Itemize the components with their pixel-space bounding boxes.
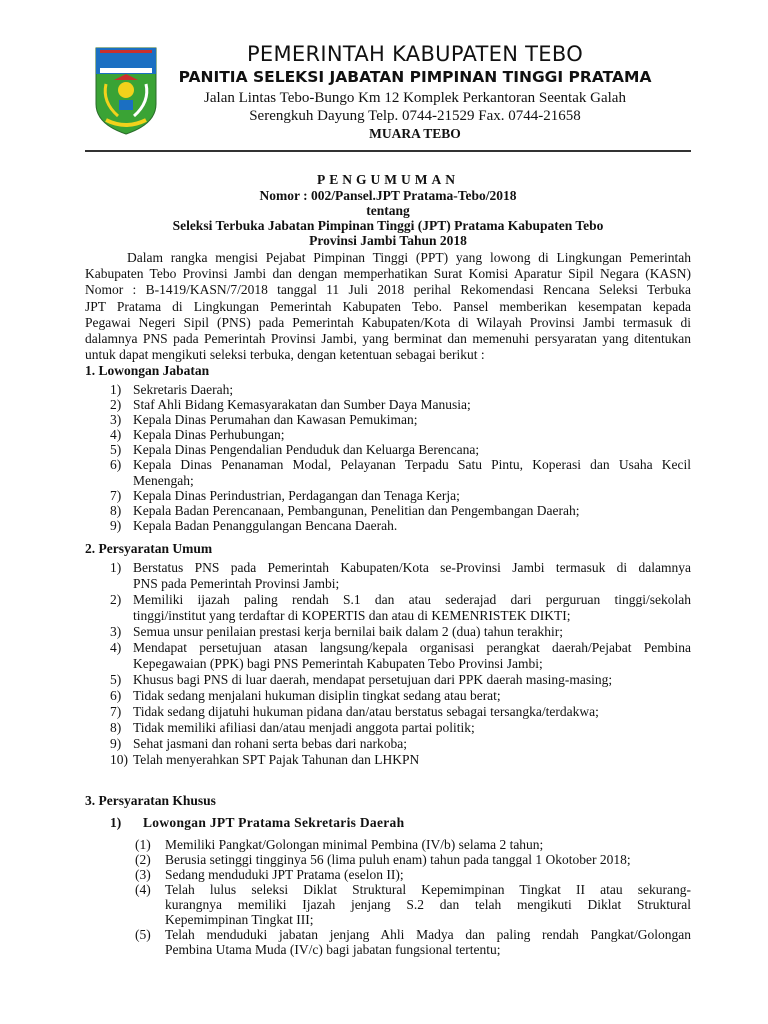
list-item <box>110 442 691 457</box>
list-item-number: 3) <box>110 624 122 639</box>
section-2-heading: 2. Persyaratan Umum <box>85 541 213 556</box>
list-item-text: Kepegawaian (PPK) bagi PNS Pemerintah Kabupaten Tebo Provinsi Jambi; <box>133 656 543 671</box>
list-item-number: (3) <box>135 867 151 882</box>
list-item-number: 7) <box>110 487 122 503</box>
announcement-subject: Seleksi Terbuka Jabatan Pimpinan Tinggi (JPT) Pratama Kabupaten Tebo <box>172 218 604 233</box>
list-item <box>135 882 691 927</box>
list-item-number: 1) <box>110 560 122 575</box>
list-item-number: 3) <box>110 412 122 428</box>
section-1-heading: 1. Lowongan Jabatan <box>85 363 210 378</box>
list-item-text: Kepala Dinas Penanaman Modal, Pelayanan Terpadu Satu Pintu, Koperasi dan Usaha Kecil <box>133 457 691 473</box>
list-item-text: PNS pada Pemerintah Provinsi Jambi; <box>133 576 340 591</box>
list-item-number: 2) <box>110 397 122 413</box>
list-item-text: Sedang menduduki JPT Pratama (eselon II); <box>165 867 404 882</box>
list-item-text: Mendapat persetujuan atasan langsung/kepala organisasi perangkat daerah/Pejabat Pembina <box>133 640 691 655</box>
list-item <box>110 752 691 768</box>
list-item-text: tinggi/institut yang terdaftar di KOPERTIS dan atau di KEMENRISTEK DIKTI; <box>133 608 571 623</box>
list-item-number: 6) <box>110 457 122 473</box>
list-item-text: Kepala Dinas Perindustrian, Perdagangan dan Tenaga Kerja; <box>133 487 460 503</box>
list-item <box>110 412 691 427</box>
vacancy-list <box>110 382 691 533</box>
list-item-text: Kepala Dinas Perumahan dan Kawasan Pemukiman; <box>133 412 418 428</box>
list-item-number: 8) <box>110 720 122 735</box>
list-item-text: Telah menduduki jabatan jenjang Ahli Madya dan paling rendah Pangkat/Golongan <box>165 927 691 942</box>
list-item-number: 9) <box>110 517 122 533</box>
intro-line: Nomor : B-1419/KASN/7/2018 tanggal 11 Juli 2018 perihal Rekomendasi Rencana Seleksi Terbuka <box>85 282 691 298</box>
intro-line: untuk dapat mengikuti seleksi terbuka, dengan ketentuan sebagai berikut : <box>85 347 485 363</box>
intro-line: Pegawai Negeri Sipil (PNS) pada Pemerintah Kabupaten/Kota di Wilayah Provinsi Jambi termasuk di <box>85 314 691 330</box>
list-item-number: 1) <box>110 382 122 397</box>
list-item <box>135 927 691 957</box>
list-item-text: Staf Ahli Bidang Kemasyarakatan dan Sumber Daya Manusia; <box>133 397 471 413</box>
list-item-text: Khusus bagi PNS di luar daerah, mendapat persetujuan dari PPK daerah masing-masing; <box>133 672 613 687</box>
list-item <box>135 837 691 852</box>
list-item-number: (5) <box>135 927 151 942</box>
list-item <box>110 640 691 672</box>
list-item-text: Menengah; <box>133 472 194 488</box>
list-item-number: 6) <box>110 688 122 703</box>
list-item <box>135 867 691 882</box>
list-item-number: (1) <box>135 837 151 852</box>
list-item-text: Telah lulus seleksi Diklat Struktural Kepemimpinan Tingkat II atau sekurang- <box>165 882 691 897</box>
intro-line: Dalam rangka mengisi Pejabat Pimpinan Tinggi (PPT) yang lowong di Lingkungan Pemerintah <box>127 250 691 265</box>
list-item-text: Tidak memiliki afiliasi dan/atau menjadi anggota partai politik; <box>133 720 475 735</box>
list-item-text: Semua unsur penilaian prestasi kerja bernilai baik dalam 2 (dua) tahun terakhir; <box>133 624 563 639</box>
list-item-text: Sehat jasmani dan rohani serta bebas dari narkoba; <box>133 736 408 751</box>
intro-line: dalamnya PNS pada Pemerintah Provinsi Jambi, yang berminat dan memenuhi persyaratan yang ditentukan <box>85 330 691 346</box>
list-item <box>110 560 691 592</box>
sub-section-heading: Lowongan JPT Pratama Sekretaris Daerah <box>143 815 405 830</box>
letterhead-contact: Serengkuh Dayung Telp. 0744-21529 Fax. 0744-21658 <box>249 108 581 124</box>
list-item-text: Tidak sedang menjalani hukuman disiplin tingkat sedang atau berat; <box>133 688 501 703</box>
letterhead-address: Jalan Lintas Tebo-Bungo Km 12 Komplek Perkantoran Seentak Galah <box>204 90 626 106</box>
intro-paragraph <box>85 250 691 363</box>
intro-line: Kabupaten Tebo Provinsi Jambi dan dengan memperhatikan Surat Komisi Aparatur Sipil Negara (KASN) <box>85 266 691 282</box>
list-item <box>110 397 691 412</box>
list-item-text: Memiliki ijazah paling rendah S.1 dan atau sederajad dari perguruan tinggi/sekolah <box>133 592 691 607</box>
list-item <box>110 720 691 736</box>
list-item-text: Pembina Utama Muda (IV/c) bagi jabatan fungsional tertentu; <box>165 942 501 957</box>
list-item <box>135 852 691 867</box>
special-requirements-list <box>135 837 691 957</box>
list-item <box>110 736 691 752</box>
list-item <box>110 488 691 503</box>
letterhead-city: MUARA TEBO <box>369 126 461 141</box>
list-item-number: 4) <box>110 640 122 655</box>
list-item <box>110 503 691 518</box>
list-item <box>110 688 691 704</box>
announcement-about: tentang <box>366 203 410 218</box>
list-item-number: 5) <box>110 672 122 687</box>
letterhead-subtitle: PANITIA SELEKSI JABATAN PIMPINAN TINGGI PRATAMA <box>178 68 652 86</box>
list-item-text: kurangnya memiliki Ijazah jenjang S.2 dan telah mengikuti Diklat Struktural <box>165 897 691 912</box>
list-item-text: Berusia setinggi tingginya 56 (lima puluh enam) tahun pada tanggal 1 Okotober 2018; <box>165 852 631 867</box>
list-item <box>110 457 691 487</box>
general-requirements-list <box>110 560 691 768</box>
list-item <box>110 624 691 640</box>
list-item <box>110 518 691 533</box>
list-item-number: 4) <box>110 427 122 443</box>
list-item-text: Kepala Badan Perencanaan, Pembangunan, Penelitian dan Pengembangan Daerah; <box>133 502 580 518</box>
list-item-number: 7) <box>110 704 122 719</box>
list-item <box>110 672 691 688</box>
list-item-number: (4) <box>135 882 151 897</box>
list-item <box>110 382 691 397</box>
announcement-number: Nomor : 002/Pansel.JPT Pratama-Tebo/2018 <box>259 188 517 203</box>
intro-line: JPT Pratama di Lingkungan Pemerintah Kabupaten Tebo. Pansel memberikan kesempatan kepada <box>85 298 691 314</box>
announcement-subject-year: Provinsi Jambi Tahun 2018 <box>309 233 467 248</box>
tebo-regency-logo-icon <box>92 44 160 136</box>
letterhead-divider <box>85 150 691 152</box>
list-item-text: Berstatus PNS pada Pemerintah Kabupaten/Kota se-Provinsi Jambi termasuk di dalamnya <box>133 560 691 575</box>
list-item-number: 8) <box>110 502 122 518</box>
list-item-text: Kepala Badan Penanggulangan Bencana Daerah. <box>133 517 398 533</box>
list-item-text: Tidak sedang dijatuhi hukuman pidana dan/atau berstatus sebagai tersangka/terdakwa; <box>133 704 599 719</box>
section-3-heading: 3. Persyaratan Khusus <box>85 793 216 808</box>
list-item-number: 9) <box>110 736 122 751</box>
list-item-text: Kepemimpinan Tingkat III; <box>165 912 314 927</box>
list-item-number: (2) <box>135 852 151 867</box>
letterhead-title: PEMERINTAH KABUPATEN TEBO <box>246 42 584 66</box>
list-item <box>110 427 691 442</box>
list-item-text: Kepala Dinas Pengendalian Penduduk dan Keluarga Berencana; <box>133 442 480 458</box>
list-item-number: 5) <box>110 442 122 458</box>
list-item <box>110 592 691 624</box>
list-item-text: Sekretaris Daerah; <box>133 382 234 397</box>
list-item <box>110 704 691 720</box>
list-item-number: 2) <box>110 592 122 607</box>
announcement-title: PENGUMUMAN <box>317 172 459 187</box>
sub-section-number: 1) <box>110 815 122 830</box>
list-item-text: Kepala Dinas Perhubungan; <box>133 427 285 443</box>
list-item-text: Memiliki Pangkat/Golongan minimal Pembina (IV/b) selama 2 tahun; <box>165 837 544 852</box>
list-item-number: 10) <box>110 752 128 767</box>
list-item-text: Telah menyerahkan SPT Pajak Tahunan dan LHKPN <box>133 752 420 767</box>
